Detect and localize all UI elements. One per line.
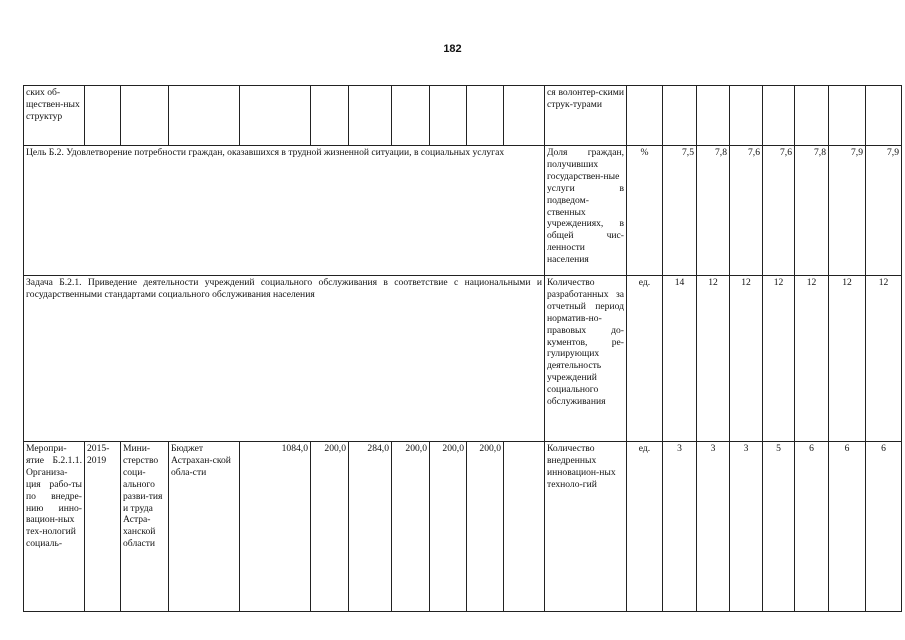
continuation-name: ских об-ществен-ных структур [26,87,80,122]
task-unit: ед. [627,276,663,442]
table-row-goal [24,146,902,276]
empty-cell [504,442,545,612]
continuation-indicator: ся волонтер-скими струк-турами [547,87,624,110]
goal-text-cell [24,146,545,276]
empty-cell [467,86,504,146]
empty-cell [85,86,121,146]
goal-value: 7,6 [763,146,795,276]
task-text-cell [24,276,545,442]
measure-name: Меропри-ятие Б.2.1.1. Организа-ция рабо-ты по внедре-нию инно-вацион-ных тех-нологий социаль- [26,443,82,550]
measure-year-value: 200,0 [430,442,467,612]
task-value: 12 [829,276,866,442]
measure-year-value: 284,0 [349,442,392,612]
table-row-continuation [24,86,902,146]
goal-value: 7,5 [663,146,697,276]
task-value: 12 [763,276,795,442]
measure-indicator: Количество внедренных инновацион-ных техноло-гий [547,443,616,490]
empty-cell [697,86,730,146]
measure-value: 6 [866,442,902,612]
empty-cell [663,86,697,146]
empty-cell [627,86,663,146]
measure-year-value: 200,0 [311,442,349,612]
measure-unit: ед. [627,442,663,612]
empty-cell [795,86,829,146]
continuation-indicator-cell [545,86,627,146]
measure-value: 3 [697,442,730,612]
goal-unit: % [627,146,663,276]
measure-year-value: 200,0 [392,442,430,612]
task-value: 12 [866,276,902,442]
measure-name-cell [24,442,85,612]
continuation-name-cell [24,86,85,146]
measure-year-value: 200,0 [467,442,504,612]
empty-cell [349,86,392,146]
empty-cell [866,86,902,146]
program-table [23,85,902,612]
empty-cell [311,86,349,146]
measure-executor: Мини-стерство соци-ального разви-тия и труда Астра-ханской области [121,442,169,612]
goal-text: Цель Б.2. Удовлетворение потребности граждан, оказавшихся в трудной жизненной ситуации, в социальных услугах [26,147,505,158]
goal-value: 7,9 [829,146,866,276]
empty-cell [430,86,467,146]
measure-value: 5 [763,442,795,612]
task-text: Задача Б.2.1. Приведение деятельности учреждений социального обслуживания в соответствие с национальными и государственными стандартами социального обслуживания населения [26,277,542,300]
table-row-task [24,276,902,442]
measure-total: 1084,0 [240,442,311,612]
empty-cell [121,86,169,146]
measure-value: 6 [795,442,829,612]
task-indicator: Количество разработанных за отчетный период норматив-но-правовых до-кументов, ре-гулирующих деятельность учреждений социального обслуживания [547,277,624,408]
goal-value: 7,9 [866,146,902,276]
task-value: 12 [730,276,763,442]
empty-cell [730,86,763,146]
task-value: 12 [697,276,730,442]
empty-cell [829,86,866,146]
goal-indicator: Доля граждан, получивших государствен-ные услуги в подведом-ственных учреждениях, в общей чис-ленности населения [547,147,624,266]
goal-value: 7,8 [795,146,829,276]
empty-cell [240,86,311,146]
goal-value: 7,8 [697,146,730,276]
empty-cell [392,86,430,146]
task-value: 12 [795,276,829,442]
goal-value: 7,6 [730,146,763,276]
empty-cell [763,86,795,146]
measure-value: 6 [829,442,866,612]
task-indicator-cell [545,276,627,442]
empty-cell [169,86,240,146]
empty-cell [504,86,545,146]
measure-value: 3 [730,442,763,612]
task-value: 14 [663,276,697,442]
measure-indicator-cell [545,442,627,612]
table-row-measure [24,442,902,612]
measure-value: 3 [663,442,697,612]
measure-period: 2015-2019 [85,442,121,612]
goal-indicator-cell [545,146,627,276]
measure-source: Бюджет Астрахан-ской обла-сти [169,442,240,612]
page-number: 182 [443,43,462,55]
